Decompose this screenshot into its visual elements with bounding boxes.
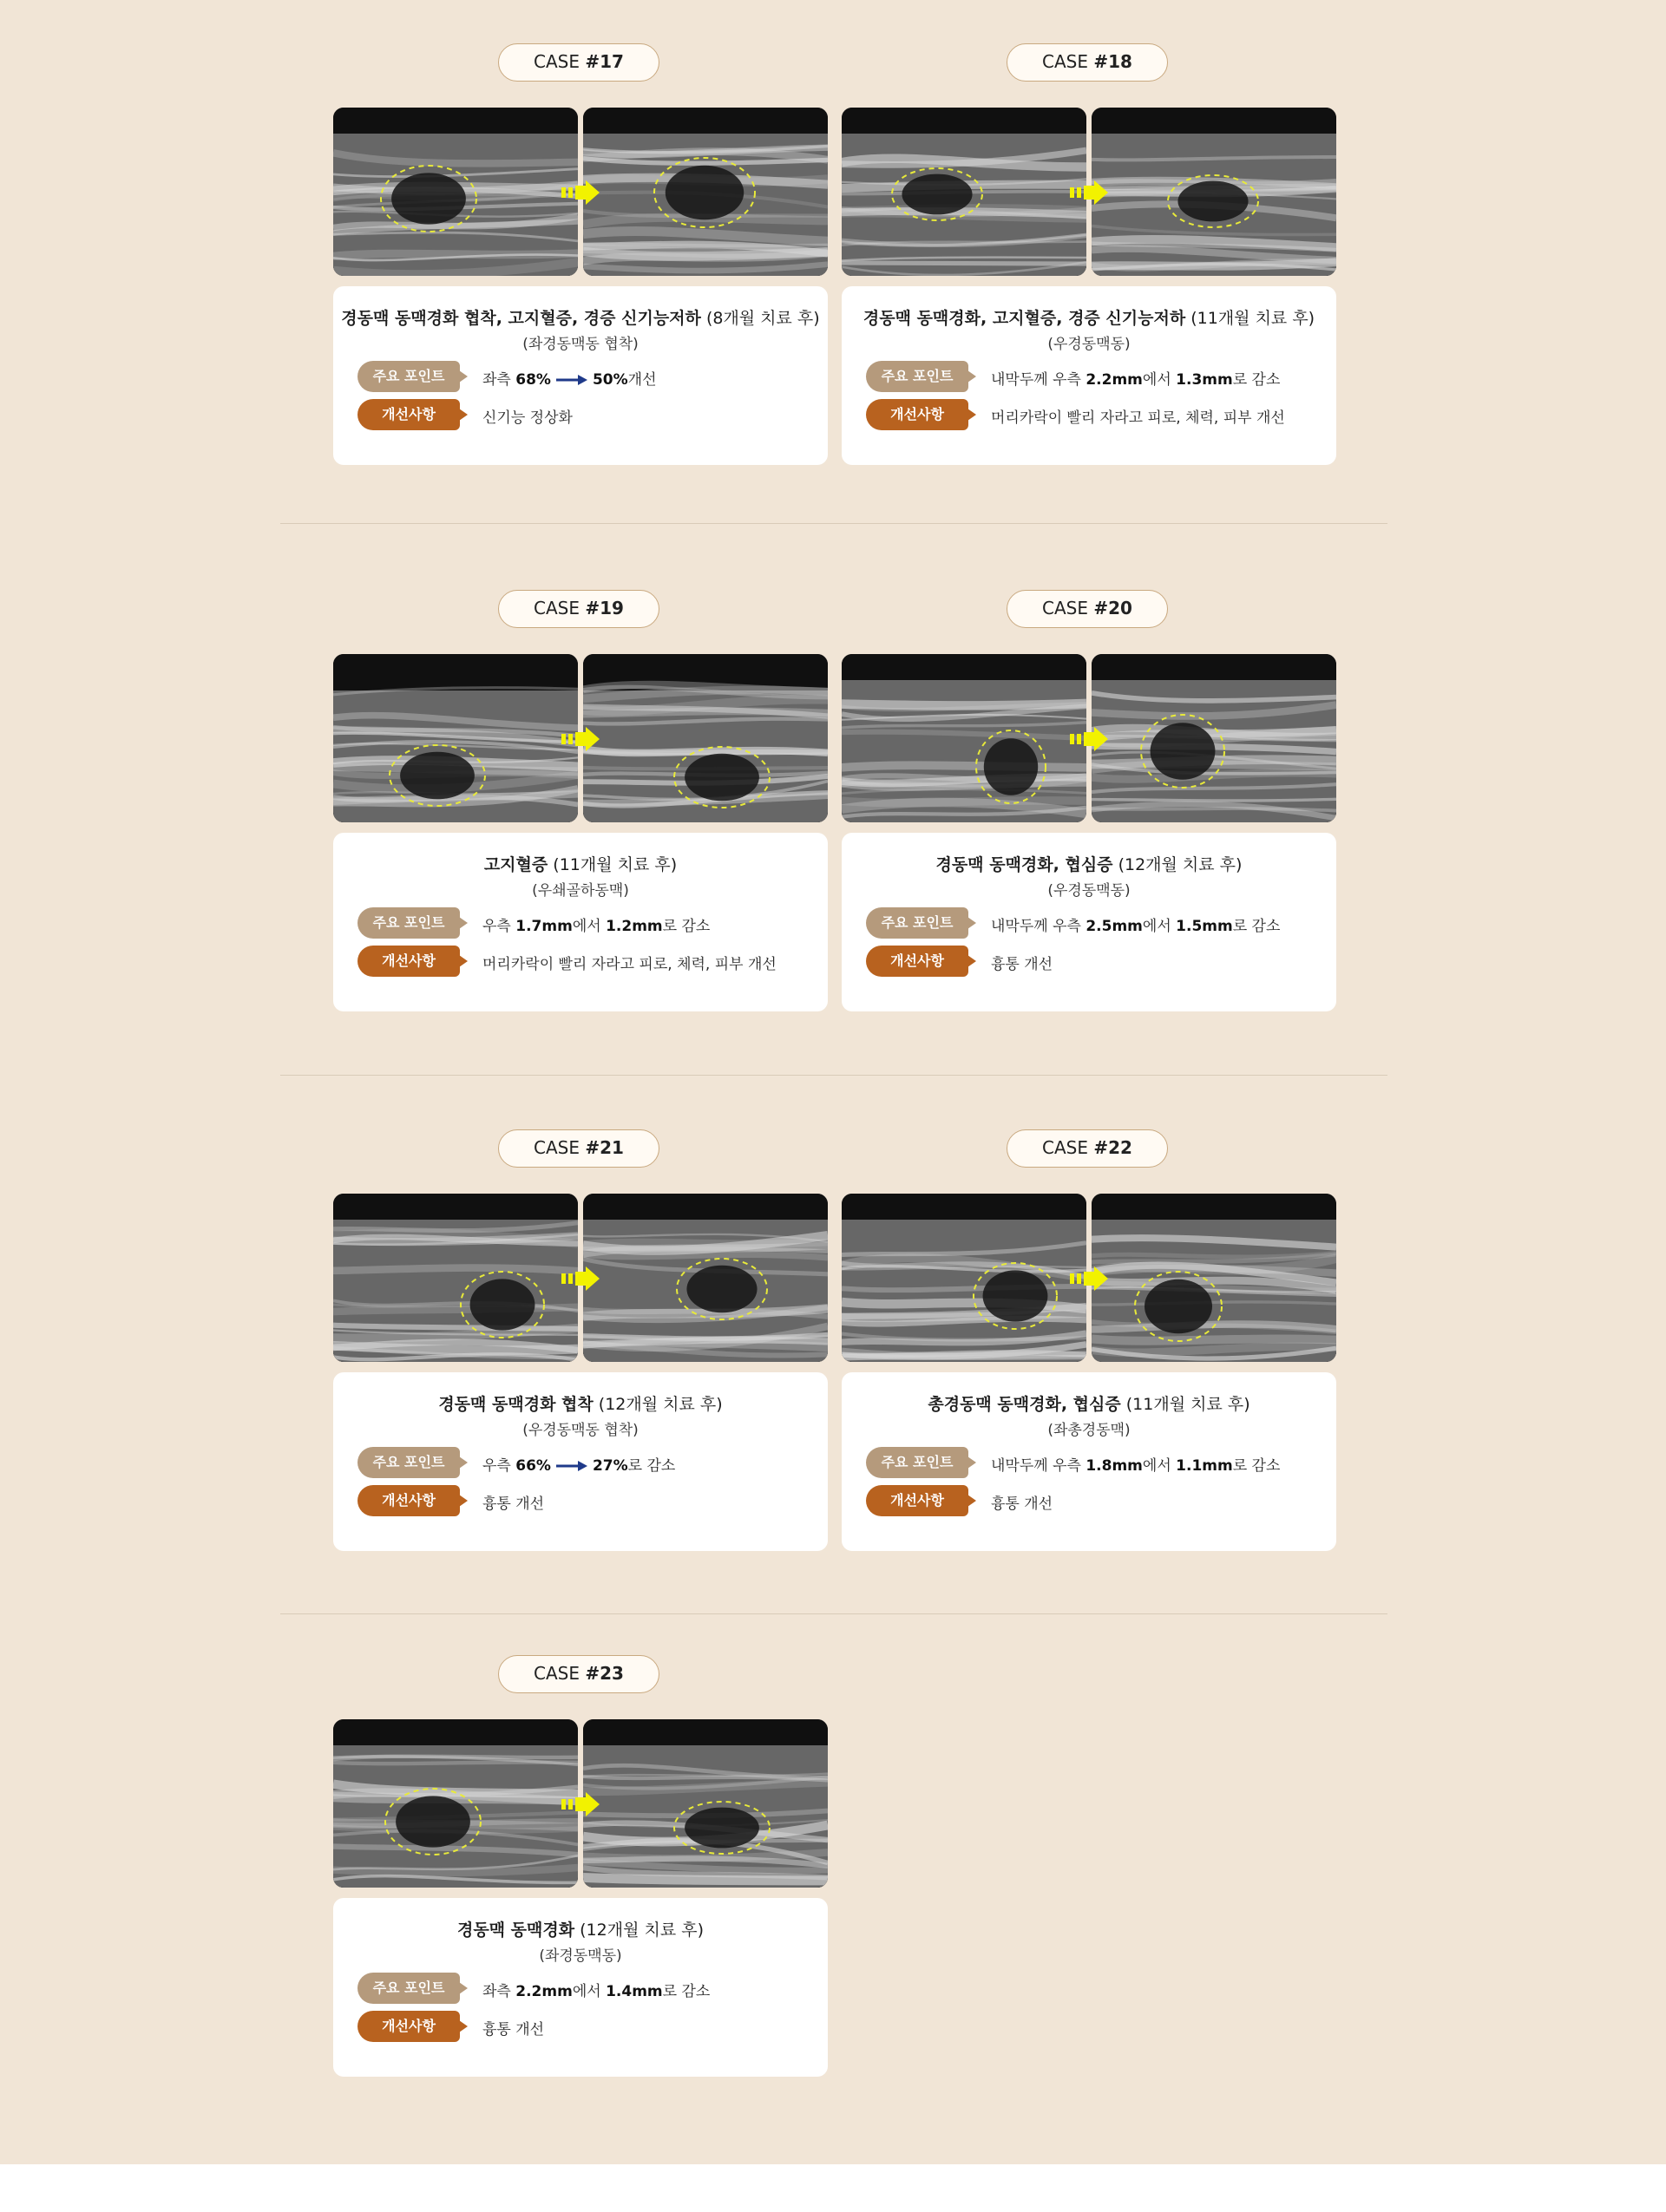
ultrasound-comparison (333, 1194, 828, 1362)
case-diagnosis: 경동맥 동맥경화, 협심증 (935, 855, 1113, 874)
ultrasound-before-image (333, 108, 578, 276)
improve-text: 흉통 개선 (482, 1495, 545, 1513)
case-number: #22 (1093, 1137, 1132, 1158)
case-diagnosis: 경동맥 동맥경화, 고지혈증, 경증 신기능저하 (863, 309, 1186, 328)
ultrasound-after-image (1092, 108, 1336, 276)
case-duration: (11개월 치료 후) (553, 855, 678, 874)
case-card-20 (842, 590, 1336, 1011)
point-after-value: 1.5mm (1176, 918, 1233, 935)
improve-tag: 개선사항 (866, 399, 968, 430)
improve-text: 흉통 개선 (991, 1495, 1053, 1513)
ultrasound-before-image (333, 1719, 578, 1888)
arrow-right-icon (561, 180, 600, 205)
case-diagnosis: 경동맥 동맥경화 (457, 1921, 575, 1940)
case-label-prefix: CASE (534, 598, 580, 618)
ultrasound-before-image (842, 108, 1086, 276)
ultrasound-before-image (333, 1194, 578, 1362)
point-prefix: 좌측 (482, 1983, 511, 2000)
case-location: (우경동맥동) (1047, 336, 1131, 353)
improve-tag: 개선사항 (866, 946, 968, 977)
case-label (498, 1129, 659, 1168)
ultrasound-after-image (583, 1194, 828, 1362)
point-after-value: 1.4mm (606, 1983, 663, 2000)
case-summary (842, 833, 1336, 1011)
point-prefix: 내막두께 우측 (991, 918, 1081, 935)
case-summary (333, 286, 828, 465)
improve-tag: 개선사항 (357, 946, 460, 977)
case-card-21 (333, 1129, 828, 1551)
case-duration: (12개월 치료 후) (1118, 855, 1243, 874)
point-tag: 주요 포인트 (866, 907, 968, 939)
point-prefix: 내막두께 우측 (991, 371, 1081, 389)
point-after-value: 1.3mm (1176, 371, 1233, 389)
case-diagnosis: 경동맥 동맥경화 협착, 고지혈증, 경증 신기능저하 (341, 309, 701, 328)
point-suffix: 로 감소 (1232, 918, 1281, 935)
change-arrow-icon (551, 371, 593, 389)
case-summary (333, 833, 828, 1011)
point-text (991, 367, 1280, 389)
improve-text: 신기능 정상화 (482, 409, 573, 427)
point-tag: 주요 포인트 (866, 361, 968, 392)
point-prefix: 우측 (482, 1457, 511, 1475)
point-before-value: 1.7mm (515, 918, 573, 935)
ultrasound-after-image (583, 654, 828, 822)
point-suffix: 로 감소 (662, 918, 711, 935)
arrow-right-icon (1070, 180, 1108, 205)
case-summary (842, 286, 1336, 465)
arrow-right-icon (1070, 727, 1108, 751)
case-location: (우경동맥동) (1047, 882, 1131, 900)
ultrasound-comparison (842, 108, 1336, 276)
ultrasound-comparison (842, 1194, 1336, 1362)
improve-text: 흉통 개선 (991, 956, 1053, 973)
point-before-value: 1.8mm (1086, 1457, 1143, 1475)
point-after-value: 1.2mm (606, 918, 663, 935)
improve-tag: 개선사항 (357, 2011, 460, 2042)
improve-tag: 개선사항 (357, 399, 460, 430)
point-before-value: 66% (515, 1457, 551, 1475)
point-text (482, 1979, 710, 2000)
point-suffix: 로 감소 (1232, 1457, 1281, 1475)
case-label (498, 590, 659, 628)
case-label-prefix: CASE (1042, 598, 1089, 618)
case-title (842, 305, 1336, 329)
case-location: (좌경동맥동) (539, 1947, 622, 1965)
point-mid: 에서 (572, 918, 601, 935)
case-location: (좌총경동맥) (1047, 1422, 1131, 1439)
section-divider (280, 1613, 1387, 1614)
point-tag: 주요 포인트 (357, 361, 460, 392)
point-before-value: 2.5mm (1086, 918, 1143, 935)
case-card-19 (333, 590, 828, 1011)
case-label (1007, 1129, 1168, 1168)
point-after-value: 1.1mm (1176, 1457, 1233, 1475)
arrow-right-icon (561, 1792, 600, 1816)
case-card-23 (333, 1655, 828, 2077)
point-suffix: 로 감소 (627, 1457, 676, 1475)
ultrasound-comparison (333, 654, 828, 822)
case-title (842, 1391, 1336, 1415)
improve-tag: 개선사항 (357, 1485, 460, 1516)
ultrasound-before-image (842, 654, 1086, 822)
point-before-value: 2.2mm (1086, 371, 1143, 389)
arrow-right-icon (561, 1266, 600, 1291)
point-prefix: 우측 (482, 918, 511, 935)
case-card-18 (842, 43, 1336, 465)
improve-tag: 개선사항 (866, 1485, 968, 1516)
ultrasound-before-image (842, 1194, 1086, 1362)
case-label-prefix: CASE (1042, 51, 1089, 72)
case-title (333, 305, 828, 329)
point-text (482, 913, 710, 935)
point-text (482, 367, 657, 389)
arrow-right-icon (1070, 1266, 1108, 1291)
point-suffix: 개선 (627, 371, 657, 389)
case-diagnosis: 고지혈증 (483, 855, 548, 874)
point-text (991, 913, 1280, 935)
case-card-22 (842, 1129, 1336, 1551)
case-duration: (12개월 치료 후) (598, 1395, 723, 1414)
case-duration: (11개월 치료 후) (1190, 309, 1315, 328)
case-summary (333, 1372, 828, 1551)
case-diagnosis: 경동맥 동맥경화 협착 (438, 1395, 594, 1414)
point-prefix: 내막두께 우측 (991, 1457, 1081, 1475)
arrow-right-icon (561, 727, 600, 751)
case-title (333, 852, 828, 875)
ultrasound-after-image (1092, 654, 1336, 822)
case-location: (우경동맥동 협착) (522, 1422, 639, 1439)
case-label-prefix: CASE (534, 1137, 580, 1158)
ultrasound-comparison (333, 1719, 828, 1888)
case-title (333, 1391, 828, 1415)
point-before-value: 68% (515, 371, 551, 389)
point-suffix: 로 감소 (662, 1983, 711, 2000)
point-tag: 주요 포인트 (357, 1447, 460, 1478)
improve-text: 머리카락이 빨리 자라고 피로, 체력, 피부 개선 (991, 409, 1285, 427)
section-divider (280, 523, 1387, 524)
case-number: #19 (585, 598, 624, 618)
point-tag: 주요 포인트 (357, 1973, 460, 2004)
ultrasound-before-image (333, 654, 578, 822)
case-label-prefix: CASE (1042, 1137, 1089, 1158)
case-number: #21 (585, 1137, 624, 1158)
case-label (1007, 43, 1168, 82)
section-divider (280, 1075, 1387, 1076)
point-tag: 주요 포인트 (866, 1447, 968, 1478)
case-number: #23 (585, 1663, 624, 1684)
ultrasound-comparison (842, 654, 1336, 822)
case-label-prefix: CASE (534, 51, 580, 72)
case-location: (우쇄골하동맥) (532, 882, 629, 900)
case-title (842, 852, 1336, 875)
ultrasound-after-image (583, 108, 828, 276)
case-duration: (12개월 치료 후) (580, 1921, 704, 1940)
point-mid: 에서 (1142, 918, 1171, 935)
case-label-prefix: CASE (534, 1663, 580, 1684)
improve-text: 머리카락이 빨리 자라고 피로, 체력, 피부 개선 (482, 956, 777, 973)
case-number: #18 (1093, 51, 1132, 72)
case-duration: (8개월 치료 후) (705, 309, 820, 328)
point-mid: 에서 (1142, 1457, 1171, 1475)
point-mid: 에서 (1142, 371, 1171, 389)
case-label (498, 1655, 659, 1693)
case-label (1007, 590, 1168, 628)
point-tag: 주요 포인트 (357, 907, 460, 939)
point-after-value: 27% (592, 1457, 628, 1475)
case-location: (좌경동맥동 협착) (522, 336, 639, 353)
case-card-17 (333, 43, 828, 465)
point-suffix: 로 감소 (1232, 371, 1281, 389)
change-arrow-icon (551, 1457, 593, 1475)
point-text (482, 1453, 675, 1475)
improve-text: 흉통 개선 (482, 2021, 545, 2039)
ultrasound-after-image (583, 1719, 828, 1888)
point-mid: 에서 (572, 1983, 601, 2000)
ultrasound-after-image (1092, 1194, 1336, 1362)
case-summary (333, 1898, 828, 2077)
point-text (991, 1453, 1280, 1475)
case-label (498, 43, 659, 82)
case-diagnosis: 총경동맥 동맥경화, 협심증 (928, 1395, 1121, 1414)
case-summary (842, 1372, 1336, 1551)
case-duration: (11개월 치료 후) (1125, 1395, 1250, 1414)
ultrasound-comparison (333, 108, 828, 276)
point-prefix: 좌측 (482, 371, 511, 389)
case-number: #20 (1093, 598, 1132, 618)
point-after-value: 50% (592, 371, 628, 389)
case-title (333, 1917, 828, 1940)
point-before-value: 2.2mm (515, 1983, 573, 2000)
case-number: #17 (585, 51, 624, 72)
